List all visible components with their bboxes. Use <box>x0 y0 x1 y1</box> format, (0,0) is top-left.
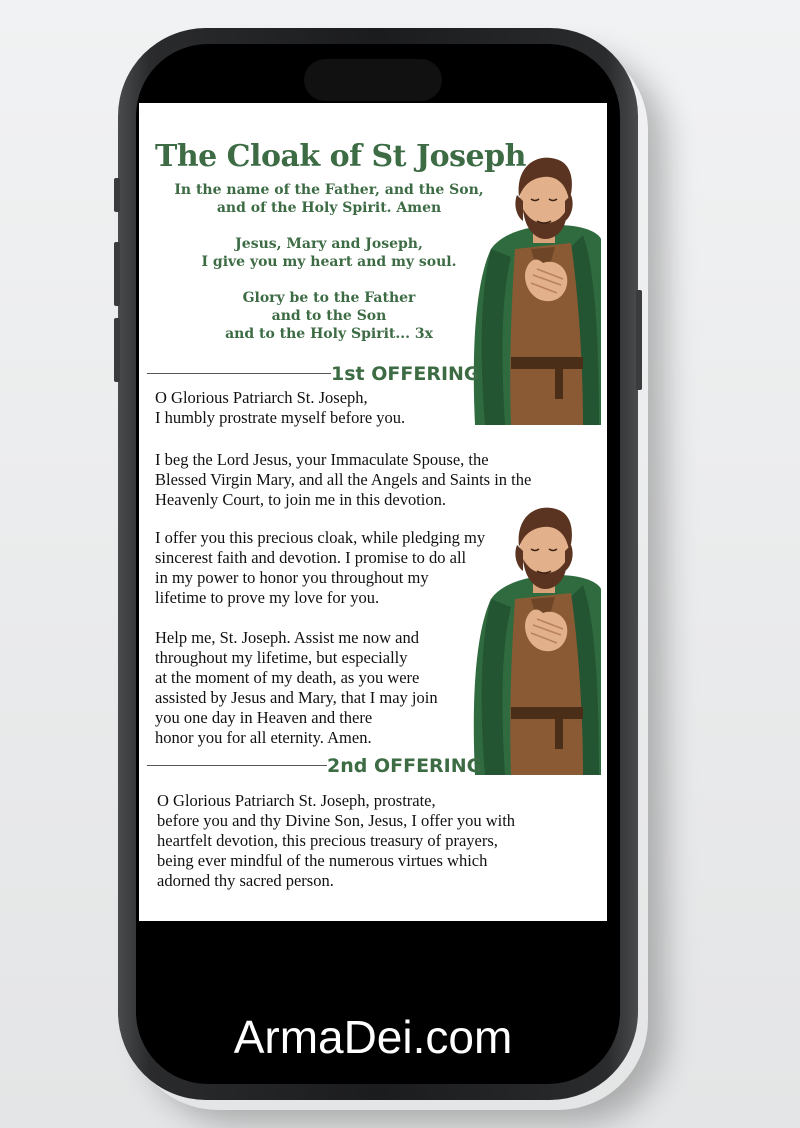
mute-switch <box>114 178 120 212</box>
st-joseph-illustration-bottom <box>471 489 601 775</box>
glory-prayer <box>139 289 519 343</box>
brand-watermark: ArmaDei.com <box>233 1011 513 1063</box>
text-line: heartfelt devotion, this precious treasury of prayers, <box>157 831 498 850</box>
divider-line <box>147 373 331 374</box>
volume-up-button <box>114 242 120 306</box>
text-line: you one day in Heaven and there <box>155 708 373 727</box>
text-line: before you and thy Divine Son, Jesus, I offer you with <box>157 811 516 830</box>
text-line: O Glorious Patriarch St. Joseph, <box>155 388 368 407</box>
offering-1-heading <box>147 363 507 389</box>
text-line: I humbly prostrate myself before you. <box>155 408 406 427</box>
text-line: Heavenly Court, to join me in this devotion. <box>155 490 447 509</box>
page-title: The Cloak of St Joseph <box>155 139 526 174</box>
glory-line: and to the Son <box>271 308 387 324</box>
heart-line: I give you my heart and my soul. <box>201 254 457 270</box>
power-button <box>636 290 642 390</box>
text-line: at the moment of my death, as you were <box>155 668 420 687</box>
heart-line: Jesus, Mary and Joseph, <box>235 236 423 252</box>
intro-line: and of the Holy Spirit. Amen <box>216 200 442 216</box>
text-line: lifetime to prove my love for you. <box>155 588 380 607</box>
divider-line <box>147 765 327 766</box>
phone-screen[interactable] <box>139 103 607 921</box>
heart-prayer <box>139 235 519 271</box>
offering-2-paragraph-1 <box>157 791 515 891</box>
volume-down-button <box>114 318 120 382</box>
offering-1-paragraph-4 <box>155 628 438 748</box>
text-line: honor you for all eternity. Amen. <box>155 728 372 747</box>
offering-1-paragraph-3 <box>155 528 485 608</box>
dynamic-island <box>304 59 442 101</box>
text-line: I beg the Lord Jesus, your Immaculate Spouse, the <box>155 450 489 469</box>
text-line: adorned thy sacred person. <box>157 871 334 890</box>
intro-line: In the name of the Father, and the Son, <box>174 182 484 198</box>
text-line: O Glorious Patriarch St. Joseph, prostrate, <box>157 791 436 810</box>
offering-1-paragraph-2 <box>155 450 531 510</box>
glory-line: Glory be to the Father <box>242 290 416 306</box>
intro-prayer <box>139 181 519 217</box>
text-line: in my power to honor you throughout my <box>155 568 429 587</box>
offering-1-paragraph-1 <box>155 388 405 428</box>
text-line: throughout my lifetime, but especially <box>155 648 408 667</box>
text-line: Blessed Virgin Mary, and all the Angels and Saints in the <box>155 470 532 489</box>
text-line: assisted by Jesus and Mary, that I may join <box>155 688 438 707</box>
glory-line: and to the Holy Spirit... 3x <box>225 326 433 342</box>
text-line: Help me, St. Joseph. Assist me now and <box>155 628 419 647</box>
text-line: sincerest faith and devotion. I promise to do all <box>155 548 467 567</box>
text-line: being ever mindful of the numerous virtues which <box>157 851 488 870</box>
offering-2-heading <box>147 755 507 781</box>
offering-1-label: 1st OFFERING <box>331 363 480 385</box>
text-line: I offer you this precious cloak, while pledging my <box>155 528 486 547</box>
offering-2-label: 2nd OFFERING <box>327 755 483 777</box>
